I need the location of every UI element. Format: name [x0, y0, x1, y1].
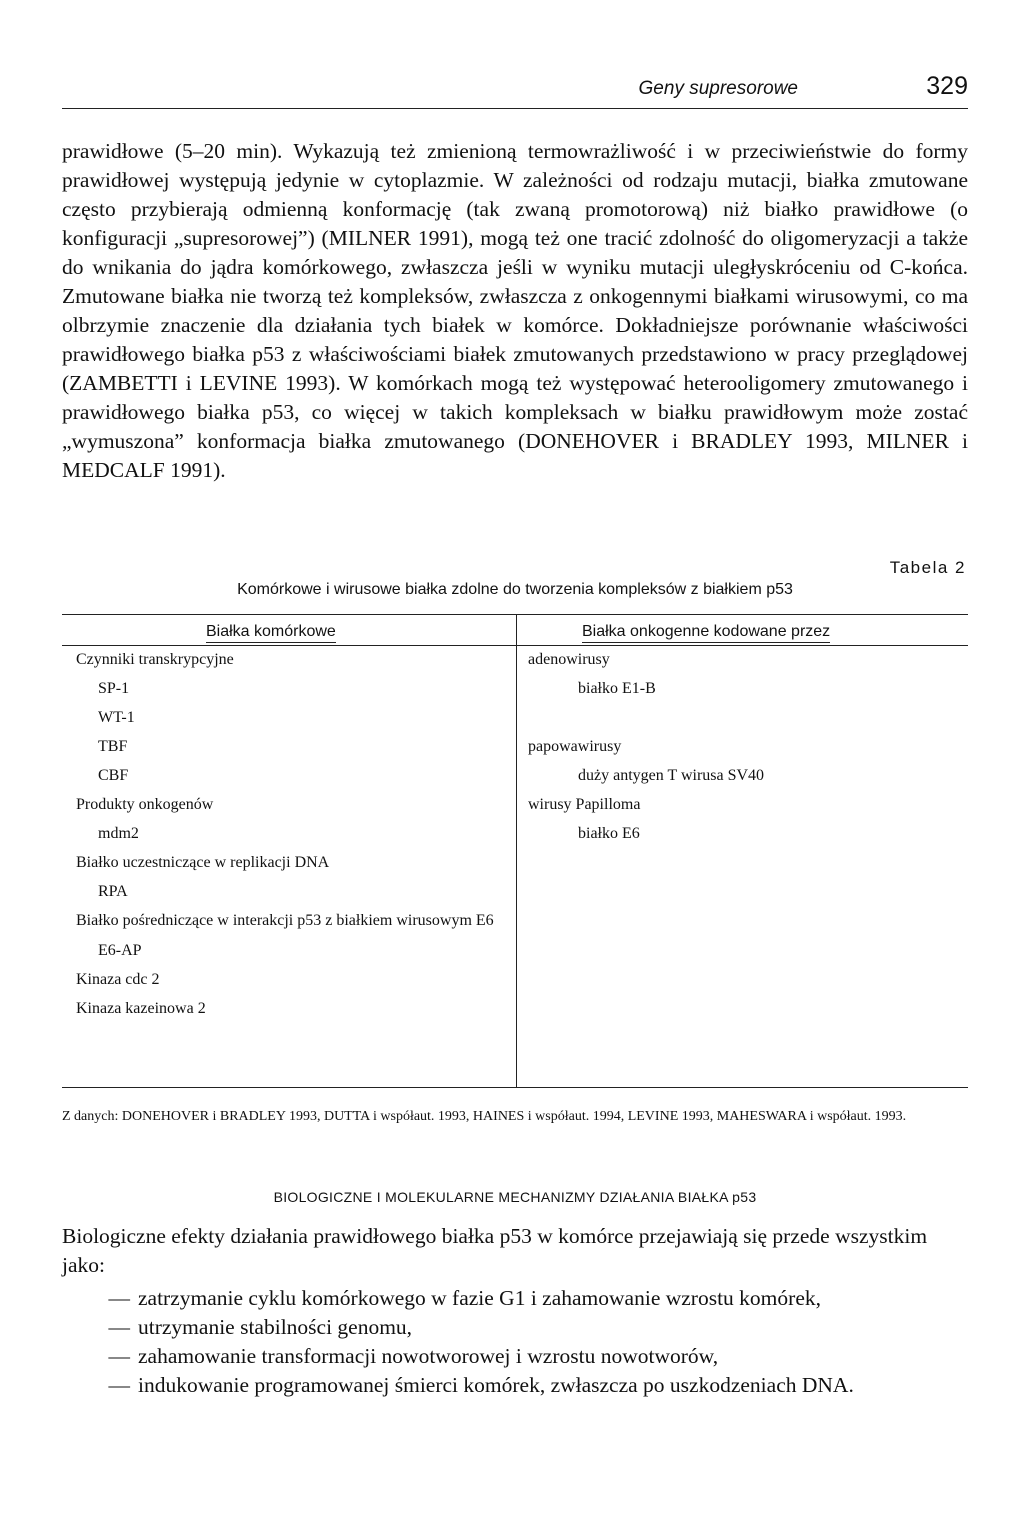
body-paragraph: prawidłowe (5–20 min). Wykazują też zmienioną termowrażliwość i w przeciwieństwie do formy prawidłowej występują jedynie w cytoplazmie. W zależności od rodzaju mutacji, białka zmutowane często przybierają odmienną konformację (tak zwaną promotorową) niż białko prawidłowe (o konfiguracji „supresorowej”) (MILNER 1991), mogą też one tracić zdolność do oligomeryzacji a także do wnikania do jądra komórkowego, zwłaszcza jeśli w wyniku mutacji uległyskróceniu od C-końca. Zmutowane białka nie tworzą też kompleksów, zwłaszcza z onkogennymi białkami wirusowymi, co ma olbrzymie znaczenie dla działania tych białek w komórce. Dokładniejsze porównanie właściwości prawidłowego białka p53 z właściwościami białek zmutowanych przedstawiono w pracy przeglądowej (ZAMBETTI i LEVINE 1993). W komórkach mogą też występować heterooligomery zmutowanego i prawidłowego białka p53, co więcej w takich kompleksach w białku prawidłowym może zostać „wymuszona” konformacja białka zmutowanego (DONEHOVER i BRADLEY 1993, MILNER i MEDCALF 1991). — [62, 139, 968, 482]
list-item-text: utrzymanie stabilności genomu, — [138, 1315, 413, 1339]
dash-marker: — — [108, 1344, 130, 1368]
list-item — [62, 1342, 968, 1371]
table-cell: mdm2 — [98, 825, 139, 842]
list-item — [62, 1284, 968, 1313]
table-cell: WT-1 — [98, 709, 135, 726]
header-rule — [62, 645, 968, 646]
header-cellular-proteins: Białka komórkowe — [206, 623, 336, 643]
table-cell: RPA — [98, 883, 128, 900]
table-cell: papowawirusy — [528, 738, 622, 755]
table-cell: Kinaza kazeinowa 2 — [76, 1000, 206, 1017]
page-header — [62, 74, 968, 109]
table-footnote: Z danych: DONEHOVER i BRADLEY 1993, DUTTA i współaut. 1993, HAINES i współaut. 1994, LEVINE 1993, MAHESWARA i współaut. 1993. — [62, 1109, 907, 1124]
dash-marker: — — [108, 1286, 130, 1310]
protein-table — [62, 614, 968, 1088]
table-cell: SP-1 — [98, 680, 130, 697]
effects-list — [62, 1284, 968, 1400]
list-item — [62, 1371, 968, 1400]
section-intro: Biologiczne efekty działania prawidłowego białka p53 w komórce przejawiają się przede wszystkim jako: — [62, 1224, 928, 1277]
column-divider — [516, 615, 517, 1087]
table-cell — [528, 709, 958, 726]
table-cell: adenowirusy — [528, 651, 610, 668]
table-cell: CBF — [98, 767, 129, 784]
running-title: Geny supresorowe — [638, 78, 798, 99]
list-item-text: zahamowanie transformacji nowotworowej i wzrostu nowotworów, — [138, 1344, 719, 1368]
table-cell: wirusy Papilloma — [528, 796, 641, 813]
table-cell: białko E1-B — [578, 680, 656, 697]
table-number: Tabela 2 — [889, 558, 966, 577]
section-heading: BIOLOGICZNE I MOLEKULARNE MECHANIZMY DZIAŁANIA BIAŁKA p53 — [273, 1189, 757, 1205]
list-item — [62, 1313, 968, 1342]
oncogenic-proteins-column — [528, 651, 958, 854]
header-oncogenic-proteins: Białka onkogenne kodowane przez — [582, 623, 830, 643]
list-item-text: indukowanie programowanej śmierci komórek, zwłaszcza po uszkodzeniach DNA. — [138, 1373, 854, 1397]
table-cell: Kinaza cdc 2 — [76, 971, 160, 988]
table-cell: TBF — [98, 738, 128, 755]
table-caption: Komórkowe i wirusowe białka zdolne do tworzenia kompleksów z białkiem p53 — [237, 581, 793, 598]
table-cell: białko E6 — [578, 825, 640, 842]
table-cell: duży antygen T wirusa SV40 — [578, 767, 765, 784]
table-cell: Białko pośredniczące w interakcji p53 z białkiem wirusowym E6 — [76, 912, 494, 929]
table-cell: Czynniki transkrypcyjne — [76, 651, 234, 668]
dash-marker: — — [108, 1373, 130, 1397]
cellular-proteins-column — [76, 651, 516, 1029]
dash-marker: — — [108, 1315, 130, 1339]
table-cell: Białko uczestniczące w replikacji DNA — [76, 854, 330, 871]
list-item-text: zatrzymanie cyklu komórkowego w fazie G1 i zahamowanie wzrostu komórek, — [138, 1286, 821, 1310]
page-number: 329 — [926, 72, 968, 100]
table-cell: Produkty onkogenów — [76, 796, 214, 813]
table-cell: E6-AP — [98, 942, 142, 959]
